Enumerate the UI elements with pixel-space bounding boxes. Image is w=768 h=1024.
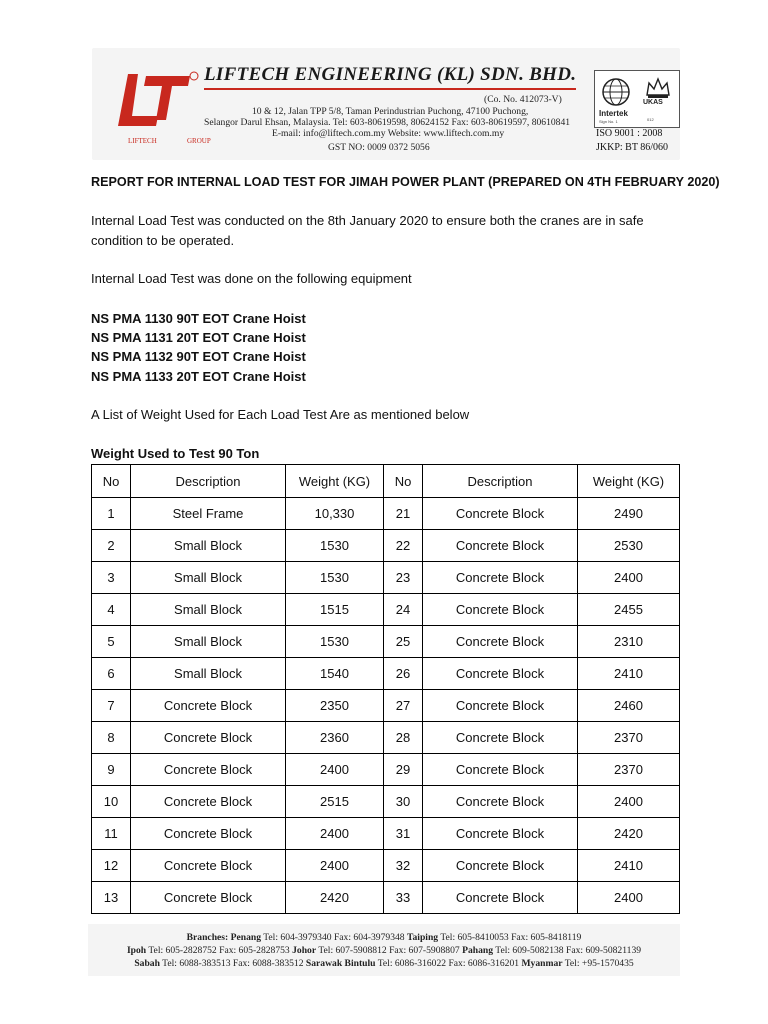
- footer-text: Tel: 605-2828752 Fax: 605-2828753: [146, 945, 293, 956]
- cell-description: Concrete Block: [423, 754, 578, 786]
- lt-logo-icon: [106, 68, 200, 130]
- cell-description: Concrete Block: [423, 722, 578, 754]
- intertek-sign-number: Sign No. 1: [599, 119, 618, 124]
- footer-label: Ipoh: [126, 945, 147, 956]
- cell-no: 7: [92, 690, 131, 722]
- footer-label: Pahang: [462, 945, 494, 956]
- header-no: No: [92, 465, 131, 498]
- cell-no: 5: [92, 626, 131, 658]
- cell-weight: 2400: [286, 850, 384, 882]
- equipment-item: NS PMA 1131 20T EOT Crane Hoist: [91, 330, 306, 345]
- cell-weight: 2370: [578, 722, 680, 754]
- cell-no: 32: [384, 850, 423, 882]
- logo-label-group: GROUP: [187, 137, 211, 145]
- cell-no: 4: [92, 594, 131, 626]
- cell-weight: 2360: [286, 722, 384, 754]
- cell-no: 8: [92, 722, 131, 754]
- ukas-crown-icon: [643, 75, 673, 99]
- cell-description: Concrete Block: [131, 882, 286, 914]
- cell-description: Small Block: [131, 594, 286, 626]
- cell-no: 22: [384, 530, 423, 562]
- table-row: [92, 498, 680, 530]
- ukas-label: UKAS: [643, 99, 663, 106]
- equipment-item: NS PMA 1133 20T EOT Crane Hoist: [91, 369, 306, 384]
- cell-no: 9: [92, 754, 131, 786]
- cell-no: 30: [384, 786, 423, 818]
- cell-no: 29: [384, 754, 423, 786]
- table-row: [92, 818, 680, 850]
- company-number: (Co. No. 412073-V): [484, 94, 562, 105]
- table-row: [92, 626, 680, 658]
- footer-line-2: [88, 945, 680, 956]
- cell-weight: 2400: [578, 562, 680, 594]
- cell-weight: 2400: [578, 786, 680, 818]
- globe-icon: [601, 77, 631, 107]
- cell-description: Concrete Block: [423, 562, 578, 594]
- table-title: Weight Used to Test 90 Ton: [91, 446, 260, 461]
- table-row: [92, 562, 680, 594]
- company-name-underline: [204, 88, 576, 90]
- equipment-intro: Internal Load Test was done on the following equipment: [91, 271, 412, 286]
- table-body: [92, 498, 680, 914]
- header-weight: Weight (KG): [578, 465, 680, 498]
- cell-no: 1: [92, 498, 131, 530]
- cell-description: Concrete Block: [423, 850, 578, 882]
- footer-label: Taiping: [406, 932, 439, 943]
- cell-weight: 2410: [578, 658, 680, 690]
- cell-weight: 2400: [286, 818, 384, 850]
- cell-description: Concrete Block: [423, 594, 578, 626]
- equipment-item: NS PMA 1132 90T EOT Crane Hoist: [91, 349, 306, 364]
- table-row: [92, 754, 680, 786]
- footer-text: Tel: 607-5908812 Fax: 607-5908807: [316, 945, 463, 956]
- table-header-row: [92, 465, 680, 498]
- cell-no: 26: [384, 658, 423, 690]
- cell-weight: 2350: [286, 690, 384, 722]
- header-description: Description: [131, 465, 286, 498]
- cell-description: Small Block: [131, 626, 286, 658]
- footer-label: Branches: Penang: [186, 932, 261, 943]
- cell-description: Concrete Block: [423, 626, 578, 658]
- table-header: [92, 465, 680, 498]
- footer-text: Tel: 6086-316022 Fax: 6086-316201: [375, 958, 522, 969]
- cell-no: 3: [92, 562, 131, 594]
- cell-weight: 2410: [578, 850, 680, 882]
- cell-weight: 2310: [578, 626, 680, 658]
- equipment-item: NS PMA 1130 90T EOT Crane Hoist: [91, 311, 306, 326]
- intertek-label: Intertek: [599, 109, 628, 118]
- cell-no: 13: [92, 882, 131, 914]
- cell-description: Concrete Block: [131, 786, 286, 818]
- cell-description: Small Block: [131, 658, 286, 690]
- cell-weight: 2460: [578, 690, 680, 722]
- table-row: [92, 658, 680, 690]
- cell-weight: 2490: [578, 498, 680, 530]
- cell-weight: 2420: [286, 882, 384, 914]
- footer-text: Tel: 609-5082138 Fax: 609-50821139: [493, 945, 642, 956]
- cell-description: Concrete Block: [423, 786, 578, 818]
- cell-no: 12: [92, 850, 131, 882]
- jkkp-number: JKKP: BT 86/060: [596, 142, 669, 153]
- cell-description: Small Block: [131, 530, 286, 562]
- cell-weight: 2515: [286, 786, 384, 818]
- company-logo: [106, 68, 211, 145]
- cell-description: Small Block: [131, 562, 286, 594]
- footer-label: Johor: [292, 945, 317, 956]
- table-row: [92, 882, 680, 914]
- header-description: Description: [423, 465, 578, 498]
- cell-description: Steel Frame: [131, 498, 286, 530]
- cell-no: 11: [92, 818, 131, 850]
- cell-no: 25: [384, 626, 423, 658]
- weight-list-intro: A List of Weight Used for Each Load Test Are as mentioned below: [91, 407, 470, 422]
- table-row: [92, 850, 680, 882]
- ukas-number: 012: [647, 117, 654, 122]
- cell-description: Concrete Block: [131, 690, 286, 722]
- footer-line-1: [88, 932, 680, 943]
- cell-description: Concrete Block: [423, 690, 578, 722]
- address-line-2: Selangor Darul Ehsan, Malaysia. Tel: 603-80619598, 80624152 Fax: 603-80619597, 80610841: [204, 117, 571, 128]
- footer-line-3: [88, 958, 680, 969]
- cell-description: Concrete Block: [423, 658, 578, 690]
- footer-text: Tel: 604-3979340 Fax: 604-3979348: [261, 932, 407, 943]
- gst-number: GST NO: 0009 0372 5056: [328, 142, 430, 153]
- intro-line-1: Internal Load Test was conducted on the 8th January 2020 to ensure both the cranes are in safe: [91, 213, 644, 228]
- cell-no: 6: [92, 658, 131, 690]
- table-row: [92, 530, 680, 562]
- header-no: No: [384, 465, 423, 498]
- cell-weight: 2370: [578, 754, 680, 786]
- cell-no: 28: [384, 722, 423, 754]
- logo-label-liftech: LIFTECH: [128, 137, 157, 145]
- report-title: REPORT FOR INTERNAL LOAD TEST FOR JIMAH POWER PLANT (PREPARED ON 4TH FEBRUARY 2020): [91, 175, 720, 189]
- branches-footer: [88, 924, 680, 976]
- cell-description: Concrete Block: [131, 754, 286, 786]
- footer-label: Sarawak Bintulu: [305, 958, 376, 969]
- cell-weight: 1515: [286, 594, 384, 626]
- table-row: [92, 786, 680, 818]
- cell-weight: 2400: [286, 754, 384, 786]
- cell-description: Concrete Block: [131, 722, 286, 754]
- footer-text: Tel: 6088-383513 Fax: 6088-383512: [159, 958, 306, 969]
- footer-text: Tel: +95-1570435: [562, 958, 634, 969]
- cell-weight: 2400: [578, 882, 680, 914]
- letterhead: [92, 48, 680, 160]
- cell-weight: 2420: [578, 818, 680, 850]
- cell-description: Concrete Block: [423, 530, 578, 562]
- cell-description: Concrete Block: [423, 882, 578, 914]
- weights-table: [91, 464, 680, 914]
- intro-line-2: condition to be operated.: [91, 233, 235, 248]
- cell-description: Concrete Block: [131, 850, 286, 882]
- cell-description: Concrete Block: [423, 498, 578, 530]
- cell-no: 27: [384, 690, 423, 722]
- cell-no: 23: [384, 562, 423, 594]
- cell-description: Concrete Block: [423, 818, 578, 850]
- contact-line: E-mail: info@liftech.com.my Website: www.liftech.com.my: [272, 128, 505, 139]
- footer-label: Myanmar: [521, 958, 563, 969]
- cell-description: Concrete Block: [131, 818, 286, 850]
- cell-weight: 10,330: [286, 498, 384, 530]
- cell-weight: 1530: [286, 626, 384, 658]
- cell-weight: 2455: [578, 594, 680, 626]
- certification-badges: [594, 70, 680, 128]
- cell-no: 33: [384, 882, 423, 914]
- address-line-1: 10 & 12, Jalan TPP 5/8, Taman Perindustrian Puchong, 47100 Puchong,: [252, 106, 529, 117]
- cell-no: 21: [384, 498, 423, 530]
- table-row: [92, 722, 680, 754]
- cell-no: 24: [384, 594, 423, 626]
- cell-no: 31: [384, 818, 423, 850]
- table-row: [92, 690, 680, 722]
- cell-no: 2: [92, 530, 131, 562]
- cell-weight: 1540: [286, 658, 384, 690]
- cell-weight: 1530: [286, 530, 384, 562]
- footer-text: Tel: 605-8410053 Fax: 605-8418119: [438, 932, 582, 943]
- table-row: [92, 594, 680, 626]
- cell-weight: 1530: [286, 562, 384, 594]
- header-weight: Weight (KG): [286, 465, 384, 498]
- company-name: LIFTECH ENGINEERING (KL) SDN. BHD.: [204, 64, 577, 85]
- footer-label: Sabah: [134, 958, 160, 969]
- cell-no: 10: [92, 786, 131, 818]
- iso-certification: ISO 9001 : 2008: [596, 128, 663, 139]
- cell-weight: 2530: [578, 530, 680, 562]
